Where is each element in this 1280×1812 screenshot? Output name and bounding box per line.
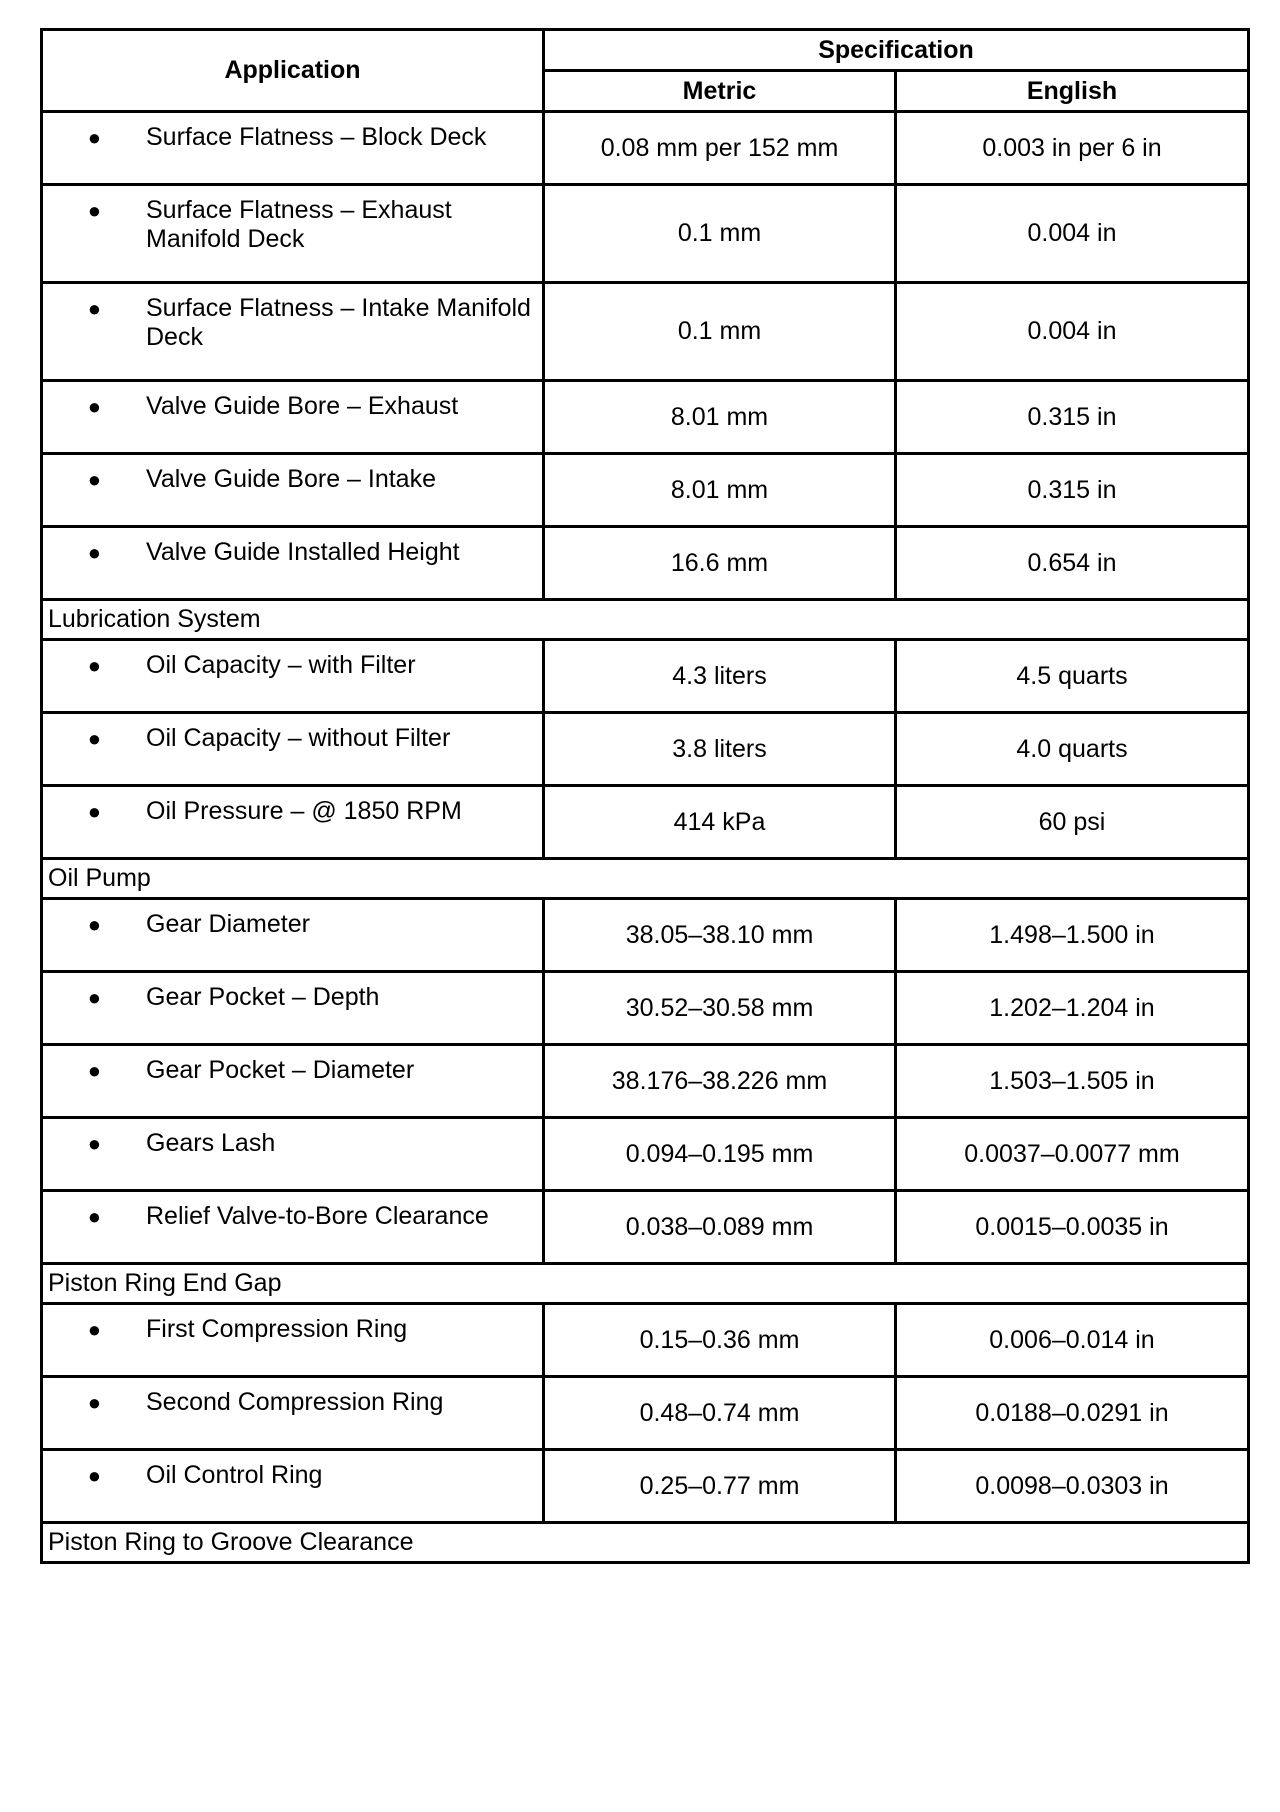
application-text: Second Compression Ring (146, 1388, 444, 1416)
application-cell (42, 1118, 544, 1191)
metric-value: 16.6 mm (544, 527, 896, 600)
bullet-icon: ● (87, 296, 101, 321)
metric-value: 38.05–38.10 mm (544, 899, 896, 972)
application-text: First Compression Ring (146, 1315, 408, 1343)
metric-value: 0.1 mm (544, 185, 896, 283)
application-text: Valve Guide Installed Height (146, 538, 460, 566)
application-cell (42, 527, 544, 600)
section-title: Piston Ring End Gap (42, 1264, 1249, 1304)
metric-value: 0.094–0.195 mm (544, 1118, 896, 1191)
english-value: 1.202–1.204 in (896, 972, 1249, 1045)
metric-value: 3.8 liters (544, 713, 896, 786)
application-text: Oil Control Ring (146, 1461, 323, 1489)
english-value: 0.315 in (896, 381, 1249, 454)
english-value: 0.315 in (896, 454, 1249, 527)
english-value: 0.006–0.014 in (896, 1304, 1249, 1377)
application-text: Oil Capacity – without Filter (146, 724, 451, 752)
english-value: 1.498–1.500 in (896, 899, 1249, 972)
bullet-icon: ● (87, 1058, 101, 1083)
table-row (42, 1191, 1249, 1264)
metric-value: 4.3 liters (544, 640, 896, 713)
application-text: Gears Lash (146, 1129, 276, 1157)
bullet-icon: ● (87, 799, 101, 824)
metric-value: 0.1 mm (544, 283, 896, 381)
section-title: Piston Ring to Groove Clearance (42, 1523, 1249, 1563)
english-value: 0.0098–0.0303 in (896, 1450, 1249, 1523)
bullet-icon: ● (87, 1390, 101, 1415)
bullet-icon: ● (87, 985, 101, 1010)
application-cell (42, 1045, 544, 1118)
application-cell (42, 381, 544, 454)
bullet-icon: ● (87, 912, 101, 937)
application-cell (42, 112, 544, 185)
table-row (42, 1118, 1249, 1191)
section-row (42, 600, 1249, 640)
metric-value: 0.08 mm per 152 mm (544, 112, 896, 185)
metric-header: Metric (544, 71, 896, 112)
metric-value: 8.01 mm (544, 381, 896, 454)
application-cell (42, 1377, 544, 1450)
bullet-icon: ● (87, 1131, 101, 1156)
table-row (42, 640, 1249, 713)
english-header: English (896, 71, 1249, 112)
english-value: 0.0015–0.0035 in (896, 1191, 1249, 1264)
application-text: Gear Diameter (146, 910, 310, 938)
application-cell (42, 1304, 544, 1377)
application-cell (42, 1191, 544, 1264)
application-cell (42, 640, 544, 713)
table-row (42, 112, 1249, 185)
application-cell (42, 1450, 544, 1523)
english-value: 0.003 in per 6 in (896, 112, 1249, 185)
english-value: 4.0 quarts (896, 713, 1249, 786)
bullet-icon: ● (87, 1317, 101, 1342)
table-row (42, 185, 1249, 283)
english-value: 0.004 in (896, 283, 1249, 381)
english-value: 1.503–1.505 in (896, 1045, 1249, 1118)
section-row (42, 859, 1249, 899)
english-value: 0.004 in (896, 185, 1249, 283)
metric-value: 0.48–0.74 mm (544, 1377, 896, 1450)
table-row (42, 972, 1249, 1045)
section-row (42, 1523, 1249, 1563)
bullet-icon: ● (87, 1463, 101, 1488)
english-value: 0.0188–0.0291 in (896, 1377, 1249, 1450)
metric-value: 38.176–38.226 mm (544, 1045, 896, 1118)
table-row (42, 786, 1249, 859)
application-text: Valve Guide Bore – Exhaust (146, 392, 459, 420)
table-row (42, 454, 1249, 527)
bullet-icon: ● (87, 198, 101, 223)
metric-value: 0.15–0.36 mm (544, 1304, 896, 1377)
bullet-icon: ● (87, 467, 101, 492)
bullet-icon: ● (87, 125, 101, 150)
header-row (42, 30, 1249, 71)
english-value: 60 psi (896, 786, 1249, 859)
application-header: Application (42, 30, 544, 112)
application-cell (42, 454, 544, 527)
table-row (42, 713, 1249, 786)
section-row (42, 1264, 1249, 1304)
application-cell (42, 713, 544, 786)
application-cell (42, 283, 544, 381)
application-cell (42, 899, 544, 972)
metric-value: 0.038–0.089 mm (544, 1191, 896, 1264)
table-row (42, 527, 1249, 600)
section-title: Oil Pump (42, 859, 1249, 899)
table-row (42, 1450, 1249, 1523)
table-row (42, 899, 1249, 972)
specification-table (40, 28, 1250, 1564)
table-row (42, 1377, 1249, 1450)
application-cell (42, 786, 544, 859)
table-row (42, 1304, 1249, 1377)
application-text: Oil Pressure – @ 1850 RPM (146, 797, 462, 825)
metric-value: 414 kPa (544, 786, 896, 859)
application-cell (42, 972, 544, 1045)
bullet-icon: ● (87, 1204, 101, 1229)
bullet-icon: ● (87, 540, 101, 565)
english-value: 4.5 quarts (896, 640, 1249, 713)
application-cell (42, 185, 544, 283)
table-body (42, 112, 1249, 1563)
application-text: Surface Flatness – Intake Manifold Deck (146, 294, 531, 351)
section-title: Lubrication System (42, 600, 1249, 640)
metric-value: 30.52–30.58 mm (544, 972, 896, 1045)
application-text: Relief Valve-to-Bore Clearance (146, 1202, 489, 1230)
bullet-icon: ● (87, 726, 101, 751)
application-text: Valve Guide Bore – Intake (146, 465, 436, 493)
table-row (42, 1045, 1249, 1118)
application-text: Surface Flatness – Block Deck (146, 123, 487, 151)
bullet-icon: ● (87, 653, 101, 678)
specification-header: Specification (544, 30, 1249, 71)
table-row (42, 381, 1249, 454)
table-row (42, 283, 1249, 381)
bullet-icon: ● (87, 394, 101, 419)
english-value: 0.0037–0.0077 mm (896, 1118, 1249, 1191)
metric-value: 8.01 mm (544, 454, 896, 527)
application-text: Oil Capacity – with Filter (146, 651, 416, 679)
application-text: Gear Pocket – Diameter (146, 1056, 415, 1084)
application-text: Gear Pocket – Depth (146, 983, 380, 1011)
english-value: 0.654 in (896, 527, 1249, 600)
metric-value: 0.25–0.77 mm (544, 1450, 896, 1523)
application-text: Surface Flatness – Exhaust Manifold Deck (146, 196, 452, 253)
